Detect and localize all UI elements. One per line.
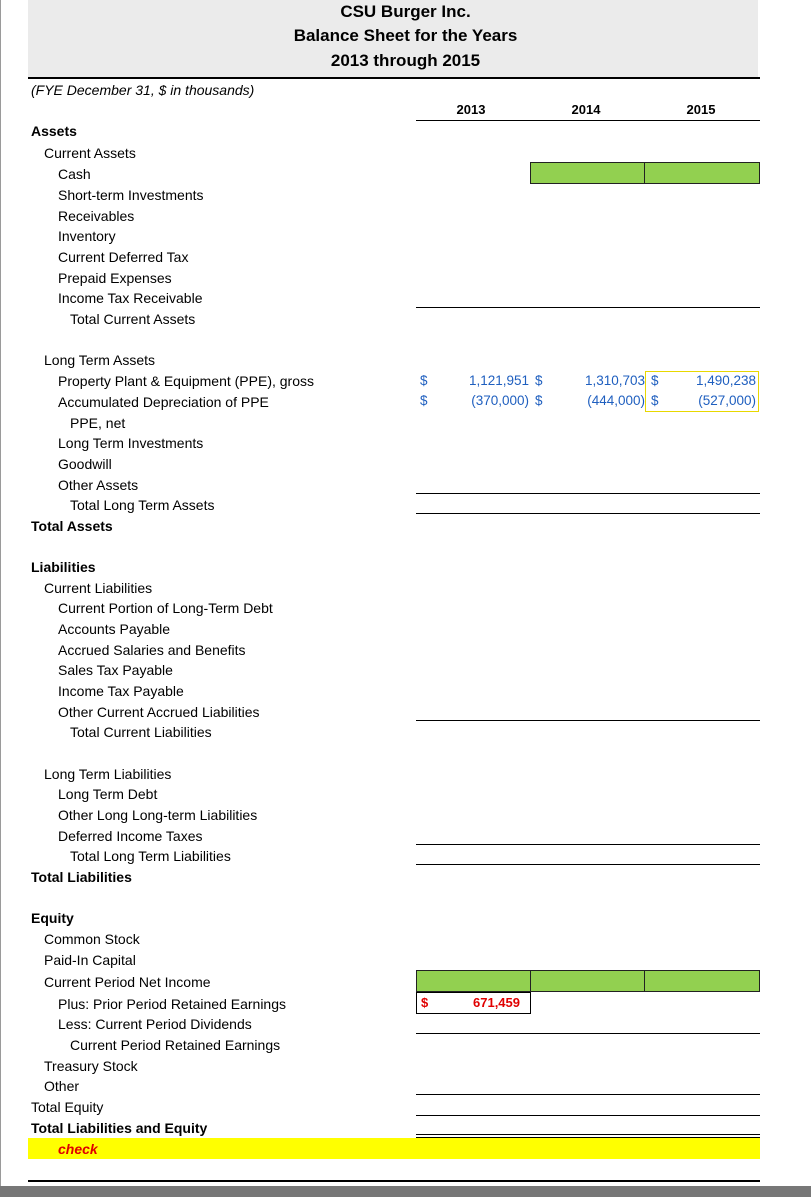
year-underline: [416, 120, 760, 121]
input-cell-net-income-2014[interactable]: [530, 970, 646, 992]
row-current-portion-ltd: Current Portion of Long-Term Debt: [58, 600, 273, 616]
ppe-gross-2014-currency: $: [535, 373, 543, 388]
row-treasury-stock: Treasury Stock: [44, 1058, 138, 1074]
check-row-highlight: [28, 1138, 760, 1159]
row-accrued-salaries: Accrued Salaries and Benefits: [58, 642, 246, 658]
row-total-long-term-liabilities: Total Long Term Liabilities: [70, 848, 231, 864]
equity-heading: Equity: [31, 910, 74, 926]
row-other-equity: Other: [44, 1078, 80, 1094]
total-equity-rule: [416, 1094, 760, 1095]
row-inventory: Inventory: [58, 228, 116, 244]
total-long-term-liabilities-rule: [416, 844, 760, 845]
ppe-gross-2015-currency: $: [651, 373, 659, 388]
report-period: 2013 through 2015: [330, 51, 481, 70]
total-le-rule: [416, 1115, 760, 1116]
row-sales-tax-payable: Sales Tax Payable: [58, 662, 173, 678]
ppe-gross-2014: 1,310,703: [584, 373, 645, 388]
row-total-current-liabilities: Total Current Liabilities: [70, 724, 212, 740]
total-current-assets-rule: [416, 307, 760, 308]
row-other-assets: Other Assets: [58, 477, 139, 493]
row-current-period-net-income: Current Period Net Income: [44, 974, 211, 990]
row-total-liabilities: Total Liabilities: [31, 869, 132, 885]
bottom-scroll-edge: [0, 1186, 811, 1197]
row-total-long-term-assets: Total Long Term Assets: [70, 497, 215, 513]
prior-re-currency: $: [421, 995, 429, 1010]
accum-dep-2014-currency: $: [535, 393, 543, 408]
row-cash: Cash: [58, 166, 91, 182]
row-ppe-net: PPE, net: [70, 415, 126, 431]
row-current-dividends: Less: Current Period Dividends: [58, 1016, 252, 1032]
assets-heading: Assets: [31, 123, 77, 139]
row-current-deferred-tax: Current Deferred Tax: [58, 249, 189, 265]
row-prior-retained-earnings: Plus: Prior Period Retained Earnings: [58, 996, 287, 1012]
row-accounts-payable: Accounts Payable: [58, 621, 171, 637]
ppe-gross-2015: 1,490,238: [695, 373, 756, 388]
total-liabilities-rule: [416, 864, 760, 865]
total-current-liabilities-rule: [416, 720, 760, 721]
current-liabilities-heading: Current Liabilities: [44, 580, 153, 596]
row-common-stock: Common Stock: [44, 931, 140, 947]
accum-dep-2013-currency: $: [420, 393, 428, 408]
row-check: check: [58, 1141, 98, 1157]
row-receivables: Receivables: [58, 208, 135, 224]
row-total-assets: Total Assets: [31, 518, 113, 534]
row-other-current-accrued: Other Current Accrued Liabilities: [58, 704, 260, 720]
input-cell-net-income-2013[interactable]: [416, 970, 532, 992]
row-deferred-income-taxes: Deferred Income Taxes: [58, 828, 203, 844]
prior-re-2013-cell[interactable]: [416, 992, 531, 1014]
row-paid-in-capital: Paid-In Capital: [44, 952, 136, 968]
current-assets-heading: Current Assets: [44, 145, 136, 161]
report-title: Balance Sheet for the Years: [293, 26, 518, 45]
company-title: CSU Burger Inc.: [340, 2, 471, 21]
row-long-term-investments: Long Term Investments: [58, 435, 204, 451]
units-note: (FYE December 31, $ in thousands): [31, 82, 255, 98]
accum-dep-2013: (370,000): [471, 393, 529, 408]
row-short-term-investments: Short-term Investments: [58, 187, 204, 203]
year-2015: 2015: [686, 102, 716, 117]
long-term-assets-heading: Long Term Assets: [44, 352, 156, 368]
total-long-term-assets-rule: [416, 493, 760, 494]
row-current-retained-earnings: Current Period Retained Earnings: [70, 1037, 281, 1053]
ppe-2015-highlight: [645, 371, 759, 412]
input-cell-net-income-2015[interactable]: [644, 970, 760, 992]
row-long-term-debt: Long Term Debt: [58, 786, 158, 802]
row-prepaid-expenses: Prepaid Expenses: [58, 270, 172, 286]
row-total-equity: Total Equity: [31, 1099, 104, 1115]
row-goodwill: Goodwill: [58, 456, 112, 472]
liabilities-heading: Liabilities: [31, 559, 96, 575]
row-total-liabilities-and-equity: Total Liabilities and Equity: [31, 1120, 208, 1136]
input-cell-cash-2015[interactable]: [644, 162, 760, 184]
accum-dep-2014: (444,000): [587, 393, 645, 408]
input-cell-cash-2014[interactable]: [530, 162, 646, 184]
total-assets-rule: [416, 513, 760, 514]
page-left-edge: [0, 0, 1, 1197]
prior-re-2013-value: 671,459: [473, 995, 520, 1010]
row-total-current-assets: Total Current Assets: [70, 311, 196, 327]
row-other-long-term-liabilities: Other Long Long-term Liabilities: [58, 807, 258, 823]
current-retained-earnings-rule: [416, 1033, 760, 1034]
long-term-liabilities-heading: Long Term Liabilities: [44, 766, 172, 782]
row-income-tax-receivable: Income Tax Receivable: [58, 290, 203, 306]
row-ppe-gross: Property Plant & Equipment (PPE), gross: [58, 373, 314, 389]
ppe-gross-2013: 1,121,951: [468, 373, 529, 388]
row-accumulated-depreciation: Accumulated Depreciation of PPE: [58, 394, 269, 410]
accum-dep-2015: (527,000): [698, 393, 756, 408]
accum-dep-2015-currency: $: [651, 393, 659, 408]
header-rule: [28, 77, 760, 79]
year-2014: 2014: [571, 102, 601, 117]
row-income-tax-payable: Income Tax Payable: [58, 683, 184, 699]
year-2013: 2013: [456, 102, 486, 117]
bottom-rule: [28, 1180, 760, 1182]
ppe-gross-2013-currency: $: [420, 373, 428, 388]
